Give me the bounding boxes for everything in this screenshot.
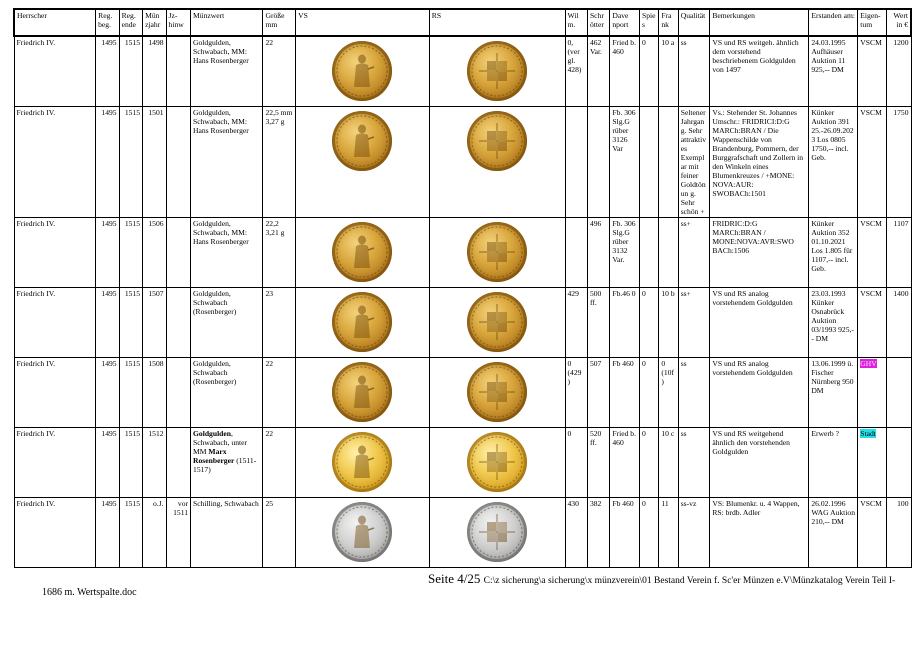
goldgulden-reverse-icon	[467, 432, 527, 492]
owner-label: VSCM	[860, 107, 882, 117]
table-row	[14, 287, 911, 357]
mint-year-cell: 1512	[143, 427, 166, 497]
ruler-cell: Friedrich IV.	[14, 497, 96, 567]
owner-label: GHV	[860, 358, 877, 368]
size-cell: 22,5 mm 3,27 g	[263, 106, 296, 217]
davenport-cell: Fried b. 460	[610, 36, 640, 106]
column-header: VS	[296, 9, 430, 36]
column-header: Bemerkungen	[710, 9, 809, 36]
frank-cell: 10 b	[659, 287, 678, 357]
year-note-cell	[166, 106, 190, 217]
remarks-cell: VS und RS analog vorstehendem Goldgulden	[710, 287, 809, 357]
quality-cell: ss	[678, 357, 710, 427]
mint-year-cell: o.J.	[143, 497, 166, 567]
goldgulden-reverse-icon	[467, 222, 527, 282]
obverse-cell	[296, 427, 430, 497]
column-header: Münzwert	[191, 9, 263, 36]
table-row	[14, 106, 911, 217]
value-cell	[886, 357, 911, 427]
page-footer	[428, 571, 895, 587]
size-cell: 22,2 3,21 g	[263, 217, 296, 287]
column-header: Erstanden am:	[809, 9, 858, 36]
obverse-cell	[296, 287, 430, 357]
value-cell: 1107	[886, 217, 911, 287]
frank-cell	[659, 217, 678, 287]
column-header: Qualität	[678, 9, 710, 36]
schroetter-cell: 500 ff.	[587, 287, 609, 357]
denomination-text: , Schwabach, unter MM	[193, 428, 247, 456]
obverse-cell	[296, 36, 430, 106]
column-header: Reg. ende	[119, 9, 142, 36]
column-header: Fra nk	[659, 9, 678, 36]
quality-cell: ss+	[678, 287, 710, 357]
reign-begin-cell: 1495	[96, 497, 119, 567]
reign-end-cell: 1515	[119, 36, 142, 106]
wilmersdorffer-cell: 0	[565, 427, 587, 497]
quality-cell: ss-vz	[678, 497, 710, 567]
column-header: Wil m.	[565, 9, 587, 36]
goldgulden-obverse-icon	[332, 292, 392, 352]
acquired-cell: 26.02.1996 WAG Auktion 210,-- DM	[809, 497, 858, 567]
wilmersdorffer-cell: 430	[565, 497, 587, 567]
denomination-cell: Goldgulden, Schwabach, MM: Hans Rosenberger	[191, 217, 263, 287]
ruler-cell: Friedrich IV.	[14, 427, 96, 497]
owner-cell	[858, 106, 887, 217]
denomination-text: Marx Rosenberger	[193, 446, 235, 465]
spies-cell	[639, 106, 658, 217]
reign-begin-cell: 1495	[96, 287, 119, 357]
header-row	[14, 9, 911, 36]
column-header: RS	[429, 9, 565, 36]
value-cell: 100	[886, 497, 911, 567]
table-row	[14, 357, 911, 427]
size-cell: 22	[263, 36, 296, 106]
remarks-cell: VS und RS weitgehend ähnlich den vorstehenden Goldgulden	[710, 427, 809, 497]
reverse-cell	[429, 497, 565, 567]
owner-label: VSCM	[860, 498, 882, 508]
value-cell: 1750	[886, 106, 911, 217]
goldgulden-reverse-icon	[467, 362, 527, 422]
spies-cell	[639, 217, 658, 287]
size-cell: 22	[263, 427, 296, 497]
year-note-cell	[166, 427, 190, 497]
year-note-cell	[166, 217, 190, 287]
reign-begin-cell: 1495	[96, 217, 119, 287]
column-header: Spie s	[639, 9, 658, 36]
davenport-cell: Fb 460	[610, 497, 640, 567]
ruler-cell: Friedrich IV.	[14, 357, 96, 427]
goldgulden-reverse-icon	[467, 111, 527, 171]
table-row	[14, 497, 911, 567]
schroetter-cell: 382	[587, 497, 609, 567]
value-cell: 1200	[886, 36, 911, 106]
ruler-cell: Friedrich IV.	[14, 287, 96, 357]
remarks-cell: Vs.: Stehender St. Johannes Umschr.: FRIDRICI:D:G MARCh:BRAN / Die Wappenschilde von Brandenburg, Pommern, der Burggrafschaft und Zollern in den Winkeln eines Blumenkreuzes / +MONE: NOVA:AUR: SWOBACh:1501	[710, 106, 809, 217]
year-note-cell	[166, 287, 190, 357]
frank-cell: 0 (10f )	[659, 357, 678, 427]
denomination-cell: Goldgulden, Schwabach, MM: Hans Rosenberger	[191, 36, 263, 106]
column-header: Wert in €	[886, 9, 911, 36]
reign-end-cell: 1515	[119, 287, 142, 357]
reign-begin-cell: 1495	[96, 427, 119, 497]
davenport-cell: Fb. 306 Slg.G rüber 3126 Var	[610, 106, 640, 217]
year-note-cell	[166, 36, 190, 106]
reverse-cell	[429, 427, 565, 497]
spies-cell: 0	[639, 287, 658, 357]
column-header: Jz-hinw	[166, 9, 190, 36]
goldgulden-obverse-icon	[332, 432, 392, 492]
quality-cell: Seltener Jahrgang. Sehr attraktives Exemplar mit feiner Goldtönun g. Sehr schön +	[678, 106, 710, 217]
denomination-cell: Goldgulden, Schwabach, MM: Hans Rosenberger	[191, 106, 263, 217]
column-header: Herrscher	[14, 9, 96, 36]
quality-cell: ss	[678, 36, 710, 106]
reign-begin-cell: 1495	[96, 357, 119, 427]
size-cell: 25	[263, 497, 296, 567]
goldgulden-obverse-icon	[332, 362, 392, 422]
reverse-cell	[429, 287, 565, 357]
reign-end-cell: 1515	[119, 106, 142, 217]
owner-cell	[858, 357, 887, 427]
table-row	[14, 427, 911, 497]
schilling-reverse-icon	[467, 502, 527, 562]
reign-end-cell: 1515	[119, 357, 142, 427]
reign-begin-cell: 1495	[96, 36, 119, 106]
wilmersdorffer-cell	[565, 106, 587, 217]
page-number: Seite 4/25	[428, 571, 481, 586]
denomination-text: (1511-1517)	[193, 455, 257, 474]
schroetter-cell: 520 ff.	[587, 427, 609, 497]
mint-year-cell: 1506	[143, 217, 166, 287]
denomination-cell	[191, 427, 263, 497]
spies-cell: 0	[639, 36, 658, 106]
mint-year-cell: 1501	[143, 106, 166, 217]
catalog-body	[14, 36, 911, 567]
schroetter-cell: 496	[587, 217, 609, 287]
obverse-cell	[296, 217, 430, 287]
schroetter-cell	[587, 106, 609, 217]
reverse-cell	[429, 217, 565, 287]
ruler-cell: Friedrich IV.	[14, 217, 96, 287]
owner-cell	[858, 497, 887, 567]
acquired-cell: 13.06.1999 ü. Fischer Nürnberg 950 DM	[809, 357, 858, 427]
file-path: C:\z sicherung\a sicherung\x münzverein\01 Bestand Verein f. Sc'er Münzen e.V\Münzkatalog Verein Teil I-	[483, 576, 896, 586]
denomination-cell: Goldgulden, Schwabach (Rosenberger)	[191, 357, 263, 427]
spies-cell: 0	[639, 497, 658, 567]
goldgulden-obverse-icon	[332, 222, 392, 282]
coin-catalog-table	[13, 8, 912, 568]
acquired-cell: 24.03.1995 Aufhäuser Auktion 11 925,-- DM	[809, 36, 858, 106]
reverse-cell	[429, 106, 565, 217]
spies-cell: 0	[639, 427, 658, 497]
column-header: Reg. beg.	[96, 9, 119, 36]
obverse-cell	[296, 497, 430, 567]
column-header: Dave nport	[610, 9, 640, 36]
acquired-cell: 23.03.1993 Künker Osnabrück Auktion 03/1993 925,-- DM	[809, 287, 858, 357]
ruler-cell: Friedrich IV.	[14, 36, 96, 106]
value-cell: 1400	[886, 287, 911, 357]
reverse-cell	[429, 36, 565, 106]
davenport-cell: Fried b. 460	[610, 427, 640, 497]
schilling-obverse-icon	[332, 502, 392, 562]
owner-label: VSCM	[860, 288, 882, 298]
wilmersdorffer-cell: 429	[565, 287, 587, 357]
acquired-cell: Erwerb ?	[809, 427, 858, 497]
wilmersdorffer-cell: 0 (429 )	[565, 357, 587, 427]
davenport-cell: Fb 460	[610, 357, 640, 427]
reign-end-cell: 1515	[119, 427, 142, 497]
owner-label: VSCM	[860, 38, 882, 47]
remarks-cell: VS und RS weitgeh. ähnlich dem vorstehend beschriebenem Goldgulden von 1497	[710, 36, 809, 106]
owner-cell	[858, 36, 887, 106]
mint-year-cell: 1498	[143, 36, 166, 106]
owner-cell	[858, 427, 887, 497]
column-header: Größe mm	[263, 9, 296, 36]
acquired-cell: Künker Auktion 352 01.10.2021 Los 1.805 für 1107,-- incl. Geb.	[809, 217, 858, 287]
davenport-cell: Fb.46 0	[610, 287, 640, 357]
quality-cell: ss	[678, 427, 710, 497]
wilmersdorffer-cell: 0, (ver gl. 428)	[565, 36, 587, 106]
size-cell: 23	[263, 287, 296, 357]
frank-cell: 11	[659, 497, 678, 567]
goldgulden-reverse-icon	[467, 292, 527, 352]
obverse-cell	[296, 357, 430, 427]
owner-cell	[858, 217, 887, 287]
value-cell	[886, 427, 911, 497]
frank-cell	[659, 106, 678, 217]
goldgulden-obverse-icon	[332, 111, 392, 171]
schroetter-cell: 462 Var.	[587, 36, 609, 106]
denomination-text: Goldgulden	[193, 428, 231, 438]
table-row	[14, 36, 911, 106]
frank-cell: 10 c	[659, 427, 678, 497]
column-header: Eigen-tum	[858, 9, 887, 36]
table-row	[14, 217, 911, 287]
reign-begin-cell: 1495	[96, 106, 119, 217]
mint-year-cell: 1508	[143, 357, 166, 427]
denomination-cell: Goldgulden, Schwabach (Rosenberger)	[191, 287, 263, 357]
wilmersdorffer-cell	[565, 217, 587, 287]
file-name: 1686 m. Wertspalte.doc	[42, 587, 137, 598]
column-header: Schr ötter	[587, 9, 609, 36]
quality-cell: ss+	[678, 217, 710, 287]
catalog-sheet	[13, 8, 912, 568]
denomination-cell: Schilling, Schwabach	[191, 497, 263, 567]
year-note-cell	[166, 357, 190, 427]
owner-label: VSCM	[860, 218, 882, 228]
owner-label: Stadt	[860, 428, 876, 438]
remarks-cell: VS und RS analog vorstehendem Goldgulden	[710, 357, 809, 427]
acquired-cell: Künker Auktion 391 25.-26.09.2023 Los 0805 1750,-- incl. Geb.	[809, 106, 858, 217]
size-cell: 22	[263, 357, 296, 427]
obverse-cell	[296, 106, 430, 217]
column-header: Mün zjahr	[143, 9, 166, 36]
ruler-cell: Friedrich IV.	[14, 106, 96, 217]
reign-end-cell: 1515	[119, 217, 142, 287]
spies-cell: 0	[639, 357, 658, 427]
frank-cell: 10 a	[659, 36, 678, 106]
davenport-cell: Fb. 306 Slg.G rüber 3132 Var.	[610, 217, 640, 287]
mint-year-cell: 1507	[143, 287, 166, 357]
remarks-cell: FRIDRIC:D:G MARCh:BRAN / MONE:NOVA:AVR:SWO BACh:1506	[710, 217, 809, 287]
goldgulden-reverse-icon	[467, 41, 527, 101]
reverse-cell	[429, 357, 565, 427]
reign-end-cell: 1515	[119, 497, 142, 567]
goldgulden-obverse-icon	[332, 41, 392, 101]
schroetter-cell: 507	[587, 357, 609, 427]
year-note-cell: vor 1511	[166, 497, 190, 567]
remarks-cell: VS: Blumenkr. u. 4 Wappen, RS: brdb. Adler	[710, 497, 809, 567]
owner-cell	[858, 287, 887, 357]
